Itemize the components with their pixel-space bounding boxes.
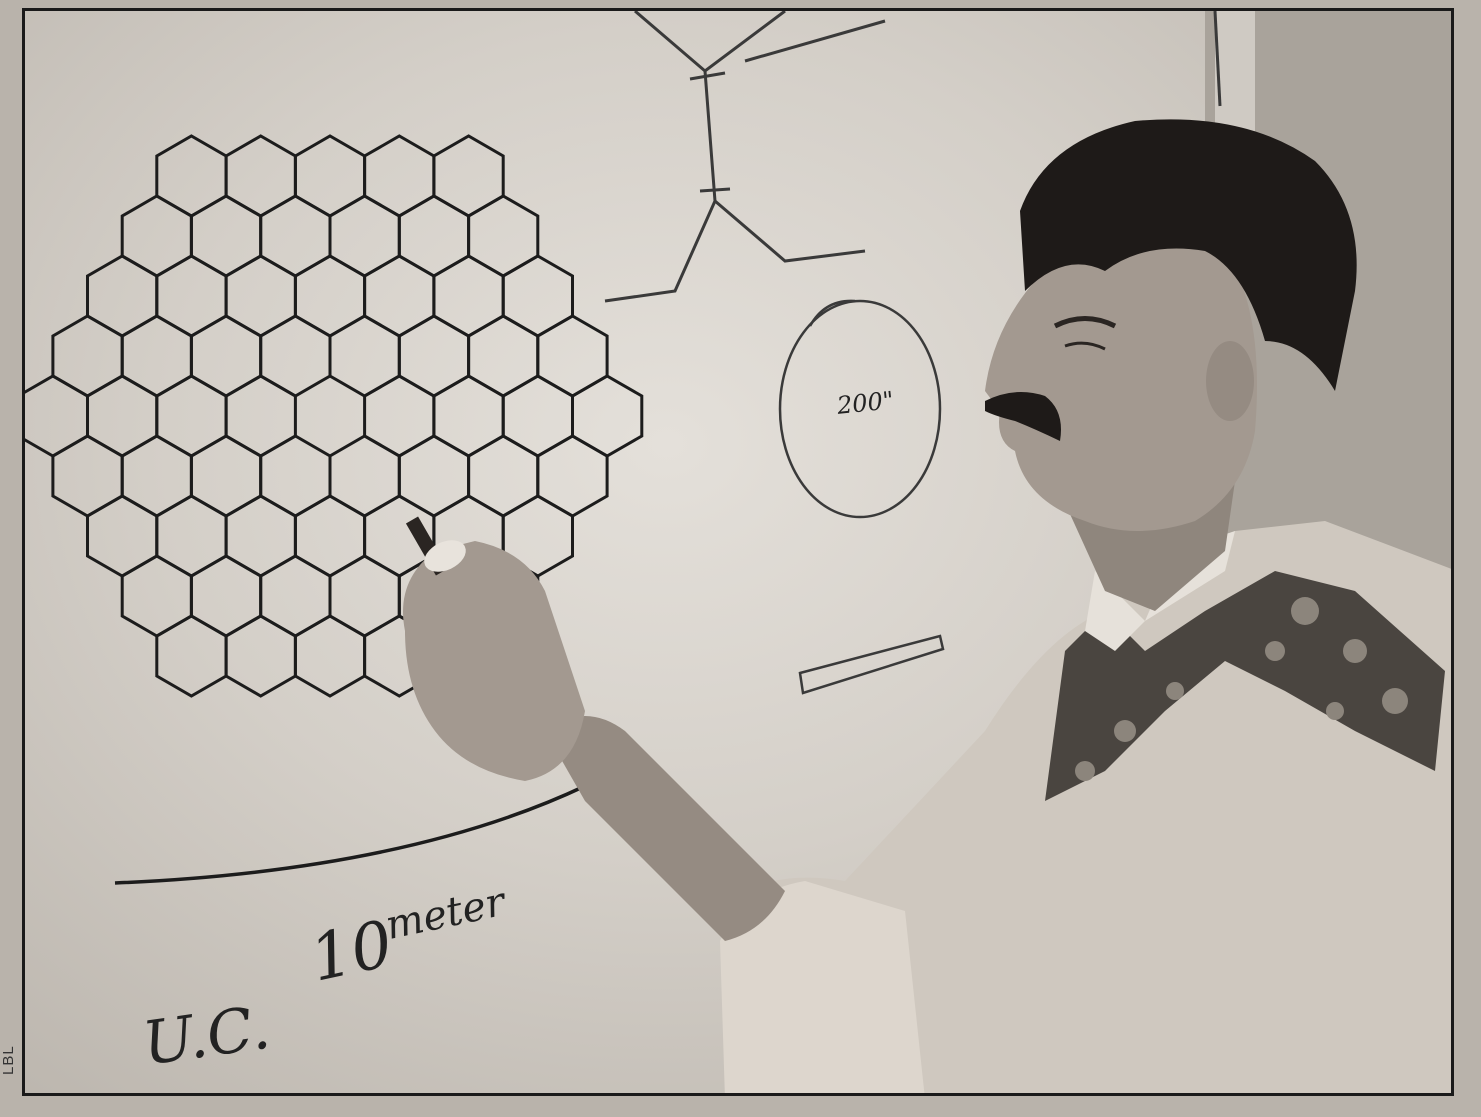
hex-segment xyxy=(469,316,538,396)
photo-credit: LBL xyxy=(0,1045,17,1075)
hex-segment xyxy=(295,496,364,576)
forearm xyxy=(545,716,785,941)
photograph xyxy=(22,8,1454,1096)
hex-segment xyxy=(399,196,468,276)
hex-segment xyxy=(261,436,330,516)
hex-segment xyxy=(122,556,191,636)
hex-segment xyxy=(295,136,364,216)
hex-segment xyxy=(226,496,295,576)
hex-segment xyxy=(365,136,434,216)
hex-segment xyxy=(191,436,260,516)
mirror-profile-sketch xyxy=(800,636,943,693)
hex-segment xyxy=(157,616,226,696)
hex-segment xyxy=(469,196,538,276)
hex-segment xyxy=(330,556,399,636)
hex-segment xyxy=(191,196,260,276)
hex-segment xyxy=(88,496,157,576)
hex-segment xyxy=(365,256,434,336)
hex-segment xyxy=(434,376,503,456)
hex-segment xyxy=(434,256,503,336)
hex-segment xyxy=(25,376,88,456)
hex-segment xyxy=(226,616,295,696)
ten-meter-arc xyxy=(115,786,585,883)
whiteboard-scene xyxy=(25,11,1454,1096)
hex-segment xyxy=(261,196,330,276)
label-200-inch: 200" xyxy=(835,386,896,420)
hex-segment xyxy=(399,436,468,516)
hex-segment xyxy=(226,136,295,216)
hex-segment xyxy=(365,376,434,456)
hex-segment xyxy=(191,556,260,636)
hex-segment xyxy=(157,496,226,576)
hex-segment xyxy=(88,256,157,336)
hex-segment xyxy=(330,436,399,516)
hex-segment xyxy=(503,256,572,336)
hex-segment xyxy=(469,436,538,516)
label-uc: U.C. xyxy=(138,992,275,1080)
hex-segment xyxy=(53,436,122,516)
hex-segment xyxy=(122,316,191,396)
hex-segment xyxy=(399,316,468,396)
hex-segment xyxy=(330,196,399,276)
hex-segment xyxy=(226,376,295,456)
hex-segment xyxy=(88,376,157,456)
hex-segment xyxy=(157,136,226,216)
hex-segment xyxy=(157,256,226,336)
hex-segment xyxy=(157,376,226,456)
hex-segment xyxy=(122,196,191,276)
hex-segment xyxy=(191,316,260,396)
label-ten: 10 xyxy=(304,907,400,997)
hex-segment xyxy=(503,376,572,456)
hex-segment xyxy=(538,436,607,516)
hex-segment xyxy=(573,376,642,456)
hex-segment xyxy=(295,616,364,696)
hex-segment xyxy=(226,256,295,336)
ear xyxy=(1206,341,1254,421)
hand xyxy=(403,541,585,781)
window-strip xyxy=(1215,11,1255,131)
hex-segment xyxy=(261,316,330,396)
label-meter: meter xyxy=(381,878,509,950)
hex-segment xyxy=(538,316,607,396)
hex-segment xyxy=(53,316,122,396)
hex-segment xyxy=(122,436,191,516)
hex-segment xyxy=(434,136,503,216)
hex-segment xyxy=(330,316,399,396)
person xyxy=(403,119,1454,1096)
hex-segment xyxy=(295,256,364,336)
hex-segment xyxy=(261,556,330,636)
